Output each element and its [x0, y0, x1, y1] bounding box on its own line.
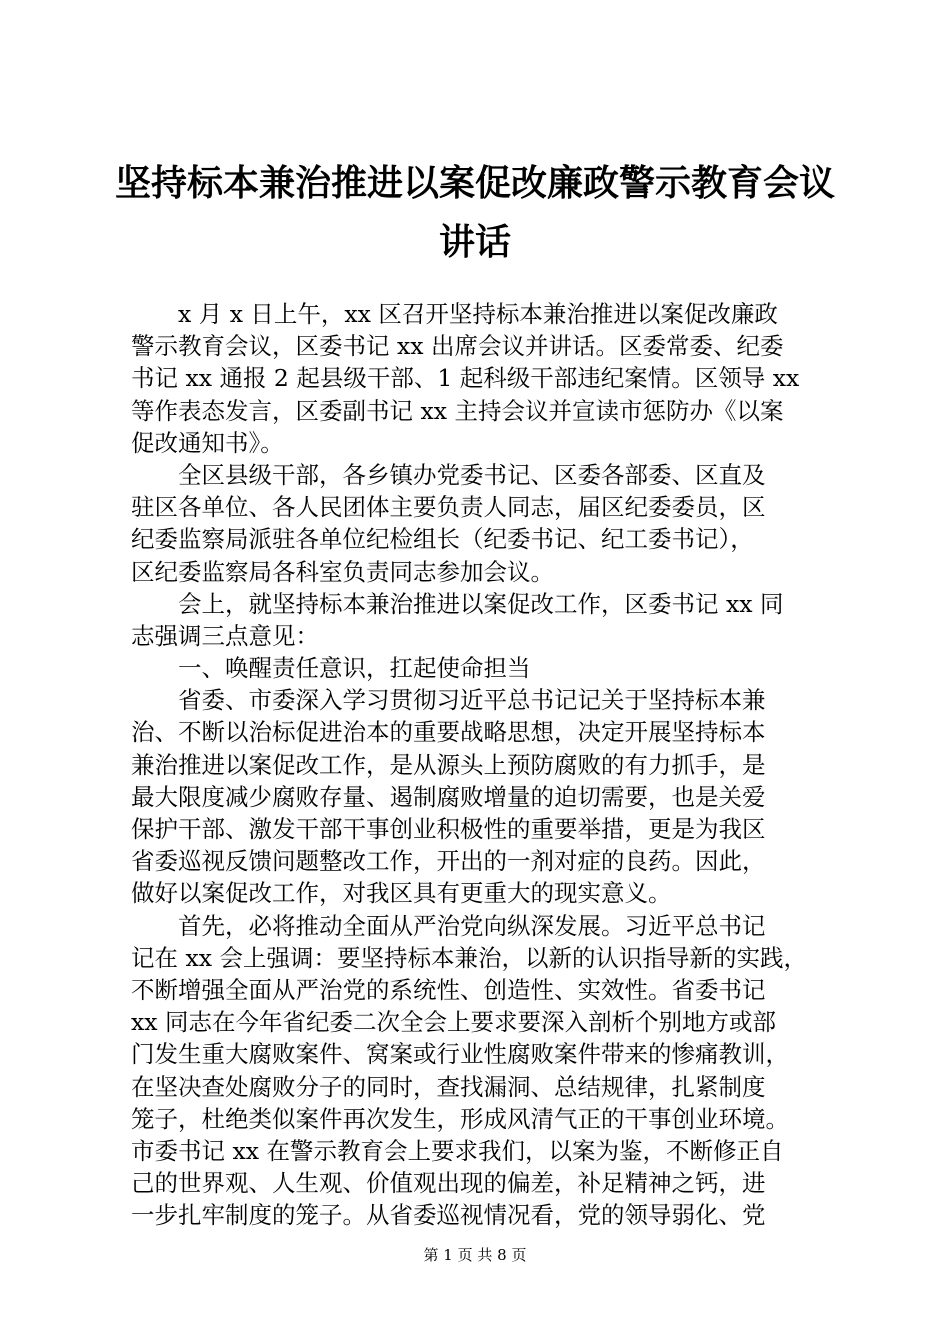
body-text-line: 兼治推进以案促改工作，是从源头上预防腐败的有力抓手，是: [131, 750, 766, 779]
body-text-line: 治、不断以治标促进治本的重要战略思想，决定开展坚持标本: [131, 718, 766, 747]
body-text-line: 笼子，杜绝类似案件再次发生，形成风清气正的干事创业环境。: [131, 1104, 789, 1133]
body-text-line: 省委巡视反馈问题整改工作，开出的一剂对症的良药。因此，: [131, 847, 766, 876]
body-text-line: 会上，就坚持标本兼治推进以案促改工作，区委书记 xx 同: [131, 589, 784, 618]
body-text-line: 己的世界观、人生观、价值观出现的偏差，补足精神之钙，进: [131, 1169, 766, 1198]
body-text-line: 不断增强全面从严治党的系统性、创造性、实效性。省委书记: [131, 975, 766, 1004]
body-text-line: 首先，必将推动全面从严治党向纵深发展。习近平总书记: [131, 911, 766, 940]
document-body: [131, 298, 831, 1231]
body-text-line: 最大限度减少腐败存量、遏制腐败增量的迫切需要，也是关爱: [131, 782, 766, 811]
body-text-line: 省委、市委深入学习贯彻习近平总书记记关于坚持标本兼: [131, 686, 766, 715]
body-text-line: 驻区各单位、各人民团体主要负责人同志，届区纪委委员，区: [131, 493, 766, 522]
body-text-line: 促改通知书》。: [131, 428, 284, 457]
body-text-line: 记在 xx 会上强调：要坚持标本兼治，以新的认识指导新的实践，: [131, 943, 807, 972]
body-text-line: 在坚决查处腐败分子的同时，查找漏洞、总结规律，扎紧制度: [131, 1072, 766, 1101]
document-title-line-2: 讲话: [438, 221, 511, 263]
body-text-line: 书记 xx 通报 2 起县级干部、1 起科级干部违纪案情。区领导 xx: [131, 364, 800, 393]
body-text-line: 警示教育会议，区委书记 xx 出席会议并讲话。区委常委、纪委: [131, 332, 784, 361]
body-text-line: x 月 x 日上午，xx 区召开坚持标本兼治推进以案促改廉政: [131, 300, 778, 328]
body-text-line: 全区县级干部，各乡镇办党委书记、区委各部委、区直及: [131, 460, 766, 489]
body-text-line: 一步扎牢制度的笼子。从省委巡视情况看，党的领导弱化、党: [131, 1201, 766, 1230]
body-text-line: 志强调三点意见：: [131, 621, 319, 650]
body-text-line: 区纪委监察局各科室负责同志参加会议。: [131, 557, 554, 586]
page-footer: 第 1 页 共 8 页: [423, 1246, 527, 1264]
body-text-line: xx 同志在今年省纪委二次全会上要求要深入剖析个别地方或部: [131, 1008, 776, 1037]
body-text-line: 纪委监察局派驻各单位纪检组长（纪委书记、纪工委书记），: [131, 525, 754, 554]
document-title-line-1: 坚持标本兼治推进以案促改廉政警示教育会议: [114, 162, 835, 204]
body-text-line: 门发生重大腐败案件、窝案或行业性腐败案件带来的惨痛教训，: [131, 1040, 789, 1069]
body-text-line: 做好以案促改工作，对我区具有更重大的现实意义。: [131, 879, 672, 908]
body-text-line: 保护干部、激发干部干事创业积极性的重要举措，更是为我区: [131, 815, 766, 843]
body-text-line: 一、唤醒责任意识，扛起使命担当: [131, 654, 531, 683]
body-text-line: 市委书记 xx 在警示教育会上要求我们，以案为鉴，不断修正自: [131, 1136, 784, 1165]
body-text-line: 等作表态发言，区委副书记 xx 主持会议并宣读市惩防办《以案: [131, 396, 784, 425]
